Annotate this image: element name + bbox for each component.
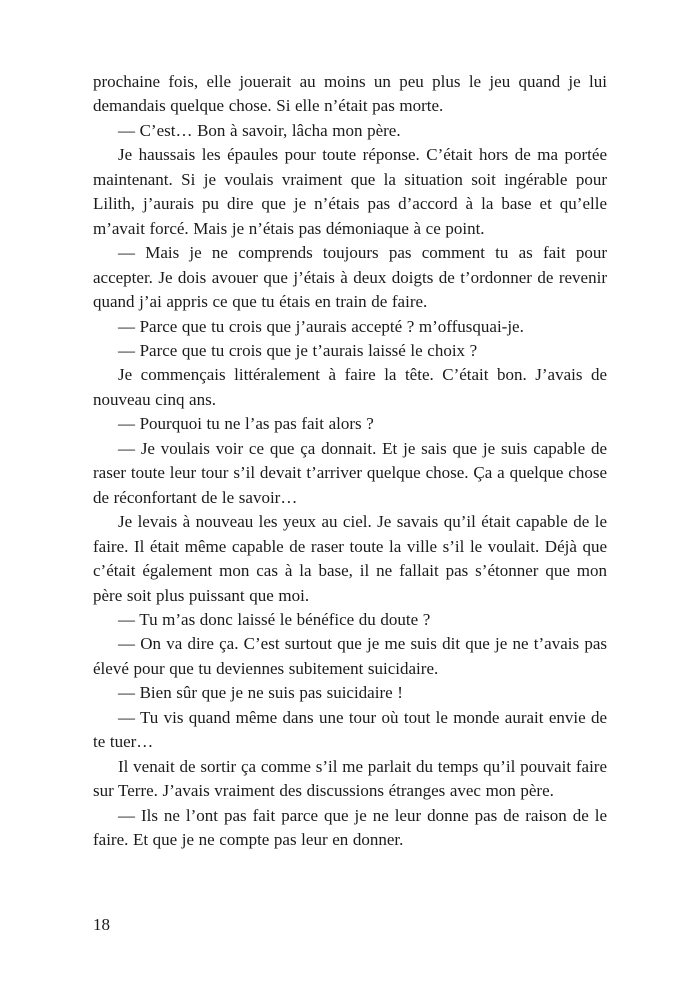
page-text-block xyxy=(93,70,607,853)
dialogue-line: — Bien sûr que je ne suis pas suicidaire ! xyxy=(118,683,403,703)
dialogue-line: — Ils ne l’ont pas fait parce que je ne leur donne pas de raison de le faire. Et que je ne compte pas leur en donner. xyxy=(93,805,607,850)
dialogue-line: — Parce que tu crois que je t’aurais laissé le choix ? xyxy=(118,340,478,360)
dialogue-line: — Tu m’as donc laissé le bénéfice du doute ? xyxy=(118,609,431,629)
dialogue-line: — Pourquoi tu ne l’as pas fait alors ? xyxy=(118,414,374,434)
dialogue-line: — C’est… Bon à savoir, lâcha mon père. xyxy=(118,120,401,140)
dialogue-line: — On va dire ça. C’est surtout que je me suis dit que je ne t’avais pas élevé pour que tu deviennes subitement suicidaire. xyxy=(93,634,607,678)
dialogue-line: — Je voulais voir ce que ça donnait. Et je sais que je suis capable de raser toute leur tour s’il devait t’arriver quelque chose. Ça a quelque chose de réconfortant de le savoir… xyxy=(93,438,607,507)
narration-paragraph: Je levais à nouveau les yeux au ciel. Je savais qu’il était capable de le faire. Il était même capable de raser toute la ville s’il le voulait. Déjà que c’était également mon cas à la base, il ne fallait pas s’étonner que mon père soit plus puissant que moi. xyxy=(93,512,607,605)
narration-paragraph: Je commençais littéralement à faire la tête. C’était bon. J’avais de nouveau cinq ans. xyxy=(93,365,607,409)
dialogue-line: — Parce que tu crois que j’aurais accepté ? m’offusquai-je. xyxy=(118,316,524,336)
narration-paragraph: Je haussais les épaules pour toute réponse. C’était hors de ma portée maintenant. Si je voulais vraiment que la situation soit ingérable pour Lilith, j’aurais pu dire que je n’étais pas d’accord à la base et qu’elle m’avait forcé. Mais je n’étais pas démoniaque à ce point. xyxy=(93,145,607,238)
paragraph-continuation: prochaine fois, elle jouerait au moins un peu plus le jeu quand je lui demandais quelque chose. Si elle n’était pas morte. xyxy=(93,72,607,116)
page-number: 18 xyxy=(93,915,110,934)
dialogue-line: — Tu vis quand même dans une tour où tout le monde aurait envie de te tuer… xyxy=(93,707,607,752)
narration-paragraph: Il venait de sortir ça comme s’il me parlait du temps qu’il pouvait faire sur Terre. J’avais vraiment des discussions étranges avec mon père. xyxy=(93,756,607,801)
dialogue-line: — Mais je ne comprends toujours pas comment tu as fait pour accepter. Je dois avouer que j’étais à deux doigts de t’ordonner de revenir quand j’ai appris ce que tu étais en train de faire. xyxy=(93,243,607,312)
